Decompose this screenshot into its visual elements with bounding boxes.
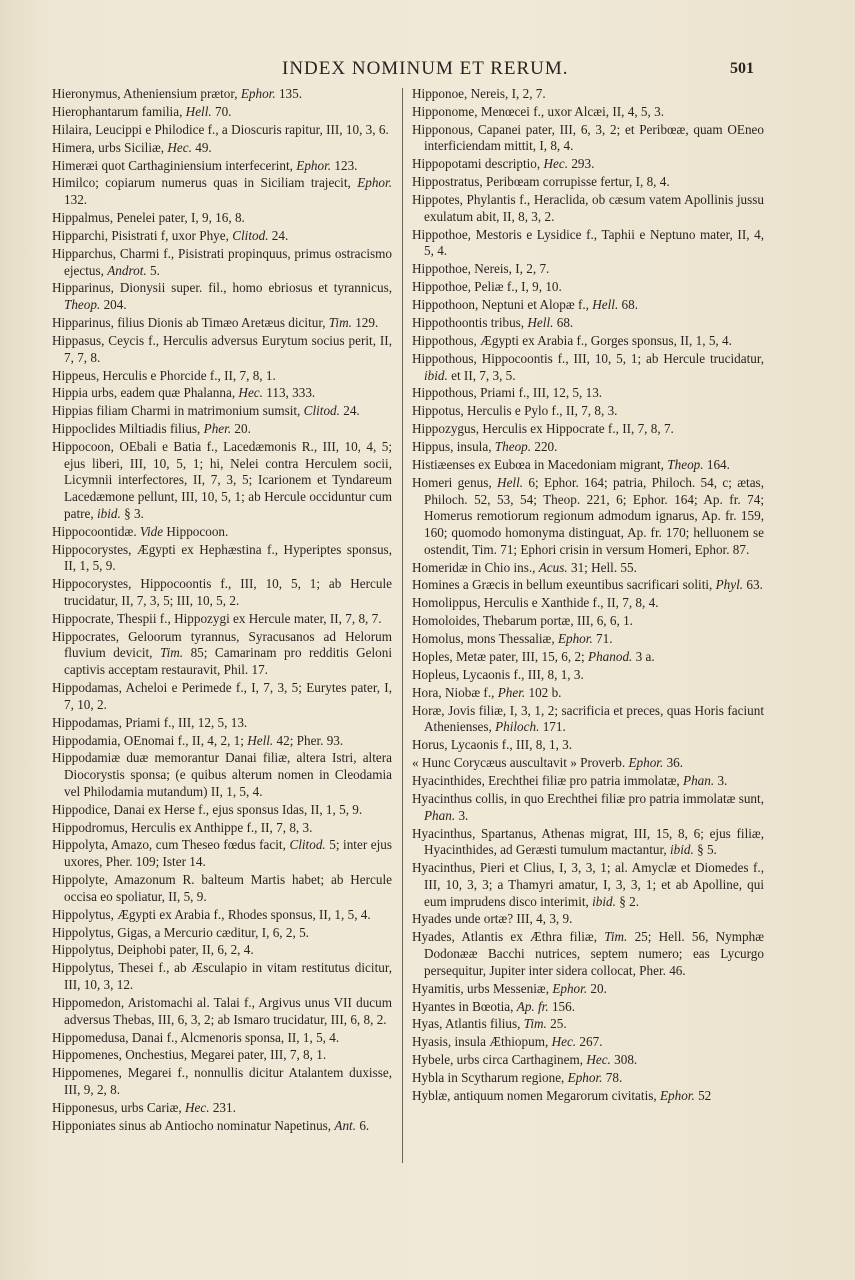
entry-text: Himilco; copiarum numerus quas in Siciliam trajecit,	[52, 175, 358, 191]
index-entry	[52, 524, 392, 541]
entry-text: « Hunc Corycæus auscultavit » Proverb.	[412, 755, 629, 771]
entry-source: Hell.	[497, 474, 524, 490]
index-entry	[52, 385, 392, 402]
entry-text: Hipponome, Menœcei f., uxor Alcæi, II, 4, 5, 3.	[412, 103, 664, 119]
entry-reference: 36.	[663, 755, 684, 771]
entry-source: Androt.	[107, 262, 147, 278]
entry-text: Hyasis, insula Æthiopum,	[412, 1034, 552, 1050]
entry-reference: § 3.	[120, 505, 144, 521]
entry-text: Hippalmus, Penelei pater, I, 9, 16, 8.	[52, 210, 245, 226]
index-entry	[52, 611, 392, 628]
index-entry	[52, 820, 392, 837]
entry-reference: 5; inter ejus uxores, Pher. 109; Ister 14.	[64, 837, 393, 870]
entry-reference: 129.	[351, 315, 379, 331]
entry-text: Hierophantarum familia,	[52, 103, 186, 119]
index-entry	[412, 86, 764, 103]
entry-text: Homolippus, Herculis e Xanthide f., II, 7, 8, 4.	[412, 595, 659, 611]
entry-text: Homines a Græcis in bellum exeuntibus sacrificari soliti,	[412, 577, 716, 593]
entry-text: Homoloides, Thebarum portæ, III, 6, 6, 1.	[412, 613, 633, 629]
entry-reference: 156.	[548, 998, 576, 1014]
index-entry	[52, 942, 392, 959]
entry-source: Vide	[139, 523, 164, 539]
entry-source: Theop.	[667, 456, 704, 472]
entry-reference: 25.	[546, 1016, 567, 1032]
entry-text: Hippus, insula,	[412, 439, 495, 455]
entry-reference: 113, 333.	[262, 385, 316, 401]
entry-text: Hippocorystes, Hippocoontis f., III, 10, 5, 1; ab Hercule trucidatur, II, 7, 3, 5; III, 10, 5, 2.	[52, 576, 392, 608]
entry-source: Theop.	[64, 297, 101, 313]
entry-source: Ephor.	[628, 755, 664, 771]
entry-text: Hyades, Atlantis ex Æthra filiæ,	[412, 929, 605, 945]
entry-source: Tim.	[604, 929, 628, 945]
entry-source: Hell.	[527, 315, 554, 331]
entry-text: Homeri genus,	[412, 474, 498, 490]
entry-reference: 71.	[592, 631, 613, 647]
entry-text: Hippolytus, Gigas, a Mercurio cæditur, I, 6, 2, 5.	[52, 924, 309, 940]
entry-reference: 20.	[587, 980, 607, 996]
entry-source: Hec.	[167, 139, 192, 155]
entry-text: Hyacinthus collis, in quo Erechthei filiæ pro patria immolatæ sunt,	[412, 790, 764, 806]
entry-reference: 135.	[275, 86, 303, 101]
entry-text: Hoples, Metæ pater, III, 15, 6, 2;	[412, 649, 589, 664]
index-entry	[52, 907, 392, 924]
index-entry	[412, 104, 764, 121]
entry-reference: 49.	[191, 139, 212, 155]
entry-text: Homeridæ in Chio ins.,	[412, 559, 539, 575]
index-entry	[412, 737, 764, 754]
index-entry	[52, 1118, 392, 1135]
index-entry	[52, 715, 392, 732]
entry-text: Hippocrates, Geloorum tyrannus, Syracusanos ad Helorum fluvium devicit,	[52, 628, 392, 661]
index-entry	[412, 860, 764, 910]
entry-text: Hyamitis, urbs Messeniæ,	[412, 980, 553, 996]
entry-source: Ephor.	[240, 86, 276, 101]
index-column-left	[52, 86, 392, 1136]
entry-text: Hippomedon, Aristomachi al. Talai f., Argivus unus VII ducum adversus Thebas, III, 6, 3, 2; ab Ismaro trucidatur, III, 6, 8, 2.	[52, 994, 392, 1027]
entry-reference: 267.	[576, 1034, 603, 1050]
entry-text: Hipponesus, urbs Cariæ,	[52, 1099, 185, 1115]
entry-text: Hipparchi, Pisistrati f, uxor Phye,	[52, 227, 233, 243]
index-entry	[52, 750, 392, 800]
index-entry	[52, 140, 392, 157]
index-entry	[52, 995, 392, 1028]
entry-text: Hippodamas, Acheloi e Perimede f., I, 7, 3, 5; Eurytes pater, I, 7, 10, 2.	[52, 680, 392, 712]
index-entry	[412, 826, 764, 859]
entry-text: Hippia urbs, eadem quæ Phalanna,	[52, 385, 239, 401]
entry-text: Hyas, Atlantis filius,	[412, 1016, 524, 1032]
entry-text: Hippothoe, Nereis, I, 2, 7.	[412, 261, 550, 277]
entry-reference: 3 a.	[632, 649, 655, 664]
entry-text: Hippoclides Miltiadis filius,	[52, 421, 204, 437]
entry-text: Hilaira, Leucippi e Philodice f., a Dioscuris rapitur, III, 10, 3, 6.	[52, 121, 389, 137]
entry-text: Hippolyta, Amazo, cum Theseo fœdus facit,	[52, 837, 290, 853]
entry-reference: 6.	[356, 1117, 370, 1133]
index-entry	[412, 999, 764, 1016]
entry-text: Hippocoon, OEbali e Batia f., Lacedæmonis R., III, 10, 4, 5; ejus liberi, III, 10, 5, 1; hi, Nelei contra Herculem socii, Licymnii interfectores, II, 7, 3, 5; Icarionem et Tyndareum Lacedæmone pellunt, III, 10, 5, 1; ab Hercule occiduntur cum patre,	[52, 439, 392, 521]
index-entry	[412, 560, 764, 577]
entry-source: Tim.	[328, 315, 352, 331]
entry-text: Hippomenes, Megarei f., nonnullis dicitur Atalantem duxisse, III, 9, 2, 8.	[52, 1065, 392, 1098]
entry-text: Hippostratus, Peribœam corrupisse fertur, I, 8, 4.	[412, 174, 670, 190]
index-entry	[52, 315, 392, 332]
entry-text: Hipparinus, Dionysii super. fil., homo ebriosus et tyrannicus,	[52, 280, 392, 296]
entry-text: Hippotus, Herculis e Pylo f., II, 7, 8, 3.	[412, 403, 618, 419]
index-entry	[52, 104, 392, 121]
index-entry	[52, 1030, 392, 1047]
entry-text: Hippomedusa, Danai f., Alcmenoris sponsa, II, 1, 5, 4.	[52, 1029, 340, 1045]
entry-text: Hipponous, Capanei pater, III, 6, 3, 2; et Peribœæ, quam OEneo interficiendam mittit, I, 8, 4.	[412, 121, 764, 154]
entry-source: Ephor.	[552, 980, 588, 996]
index-entry	[412, 122, 764, 155]
entry-source: Pher.	[203, 421, 232, 437]
index-entry	[412, 333, 764, 350]
entry-text: Hora, Niobæ f.,	[412, 684, 498, 700]
entry-source: Tim.	[159, 645, 184, 661]
entry-text: Hippolyte, Amazonum R. balteum Martis habet; ab Hercule occisa eo spoliatur, II, 5, 9.	[52, 872, 392, 904]
entry-source: Ap. fr.	[516, 998, 549, 1014]
index-entry	[412, 703, 764, 736]
entry-text: Hybele, urbs circa Carthaginem,	[412, 1052, 587, 1068]
index-entry	[52, 802, 392, 819]
index-entry	[412, 351, 764, 384]
entry-reference: 293.	[568, 156, 595, 172]
page-number: 501	[730, 60, 754, 77]
index-entry	[52, 280, 392, 313]
index-entry	[412, 773, 764, 790]
entry-text: Hyacinthus, Pieri et Clius, I, 3, 3, 1; al. Amyclæ et Diomedes f., III, 10, 3, 3; a Thamyri amatur, I, 3, 3, 1; et ab Apolline, qui eum imprudens disco interimit,	[412, 860, 764, 909]
entry-text: Hybla in Scytharum regione,	[412, 1070, 568, 1086]
index-entry	[52, 421, 392, 438]
index-entry	[412, 261, 764, 278]
entry-reference: § 5.	[693, 842, 717, 858]
index-entry	[412, 911, 764, 928]
entry-source: ibid.	[96, 505, 121, 521]
entry-source: Hec.	[184, 1099, 210, 1115]
entry-text: Hyacinthus, Spartanus, Athenas migrat, III, 15, 8, 6; ejus filiæ, Hyacinthides, ad Geræsti tumulum mactantur,	[412, 825, 764, 858]
entry-reference: 102 b.	[525, 684, 562, 700]
entry-source: Hell.	[247, 732, 274, 748]
index-entry	[52, 960, 392, 993]
entry-text: Hyblæ, antiquum nomen Megarorum civitatis,	[412, 1087, 660, 1103]
index-entry	[412, 1034, 764, 1051]
entry-text: Hippocrate, Thespii f., Hippozygi ex Hercule mater, II, 7, 8, 7.	[52, 610, 382, 626]
entry-reference: 24.	[339, 403, 360, 419]
running-title: INDEX NOMINUM ET RERUM.	[282, 58, 569, 79]
entry-source: ibid.	[592, 893, 616, 909]
index-entry	[412, 1016, 764, 1033]
index-entry	[52, 210, 392, 227]
index-entry	[412, 755, 764, 772]
entry-text: Himera, urbs Siciliæ,	[52, 139, 168, 155]
entry-reference: 42; Pher. 93.	[273, 732, 344, 748]
entry-source: Ephor.	[296, 157, 332, 173]
entry-text: Hippasus, Ceycis f., Herculis adversus Eurytum socius perit, II, 7, 7, 8.	[52, 332, 392, 365]
index-entry	[412, 981, 764, 998]
entry-text: Hippias filiam Charmi in matrimonium sumsit,	[52, 403, 304, 419]
index-entry	[412, 929, 764, 979]
entry-text: Hippothous, Priami f., III, 12, 5, 13.	[412, 385, 603, 401]
entry-reference: 231.	[209, 1099, 236, 1115]
entry-source: Ephor.	[659, 1087, 695, 1103]
entry-reference: 20.	[231, 421, 251, 437]
index-entry	[412, 156, 764, 173]
index-entry	[52, 158, 392, 175]
entry-reference: 78.	[602, 1070, 623, 1086]
entry-text: Hyantes in Bœotia,	[412, 998, 517, 1014]
column-divider	[402, 88, 403, 1163]
index-entry	[52, 1100, 392, 1117]
entry-reference: 171.	[539, 719, 566, 735]
index-entry	[52, 333, 392, 366]
entry-reference: 68.	[618, 297, 639, 313]
entry-text: Hippeus, Herculis e Phorcide f., II, 7, 8, 1.	[52, 367, 276, 383]
entry-source: Ephor.	[357, 175, 392, 191]
index-entry	[52, 368, 392, 385]
entry-reference: 3.	[455, 807, 469, 823]
index-entry	[52, 403, 392, 420]
index-entry	[52, 246, 392, 279]
index-entry	[412, 1070, 764, 1087]
entry-source: Ephor.	[567, 1070, 603, 1086]
entry-text: Hippozygus, Herculis ex Hippocrate f., II, 7, 8, 7.	[412, 421, 674, 437]
entry-text: Histiæenses ex Eubœa in Macedoniam migrant,	[412, 456, 668, 472]
entry-reference: 70.	[211, 103, 232, 119]
index-entry	[412, 403, 764, 420]
entry-text: Hippothoe, Mestoris e Lysidice f., Taphii e Neptuno mater, II, 4, 5, 4.	[412, 226, 764, 259]
entry-source: Hec.	[551, 1034, 577, 1050]
entry-reference: 220.	[531, 439, 558, 455]
index-entry	[52, 175, 392, 208]
index-entry	[52, 576, 392, 609]
index-entry	[412, 649, 764, 666]
entry-source: Phan.	[683, 773, 715, 789]
entry-text: Hippodamia, OEnomai f., II, 4, 2, 1;	[52, 732, 248, 748]
index-entry	[412, 475, 764, 559]
entry-reference: 6; Ephor. 164; patria, Philoch. 54, c; ætas, Philoch. 52, 53, 54; Theop. 221, 6; Ephor. 164; Ap. fr. 74; Homerus remotiorum regionum admodum ignarus, Ap. fr. 159, 160; quomodo homonyma distinguat, Ap. fr. 170; helluonem se ostendit, Tim. 71; Ephori crisin in versum Homeri, Ephor. 87.	[424, 474, 764, 557]
index-entry	[412, 613, 764, 630]
entry-source: Hec.	[238, 385, 263, 401]
entry-reference: 31; Hell. 55.	[567, 559, 637, 575]
index-entry	[412, 192, 764, 225]
entry-text: Hippothoe, Peliæ f., I, 9, 10.	[412, 279, 562, 295]
entry-source: Phan.	[424, 807, 456, 823]
index-entry	[412, 1052, 764, 1069]
entry-text: Hipparchus, Charmi f., Pisistrati propinquus, primus ostracismo ejectus,	[52, 245, 392, 278]
index-entry	[412, 439, 764, 456]
index-entry	[52, 542, 392, 575]
entry-reference: 204.	[100, 297, 127, 313]
entry-text: Hippomenes, Onchestius, Megarei pater, III, 7, 8, 1.	[52, 1047, 327, 1063]
entry-source: ibid.	[669, 842, 694, 858]
entry-text: Hippocoontidæ.	[52, 523, 140, 539]
index-entry	[52, 925, 392, 942]
entry-source: Hec.	[586, 1052, 611, 1068]
entry-text: Himeræi quot Carthaginiensium interfecerint,	[52, 157, 297, 173]
index-entry	[412, 685, 764, 702]
index-entry	[52, 228, 392, 245]
index-entry	[412, 227, 764, 260]
entry-source: Ant.	[334, 1117, 357, 1133]
entry-text: Hipponiates sinus ab Antiocho nominatur Napetinus,	[52, 1117, 335, 1133]
entry-text: Hippothous, Hippocoontis f., III, 10, 5, 1; ab Hercule trucidatur,	[412, 350, 764, 366]
index-column-right	[412, 86, 764, 1106]
entry-reference: 25; Hell. 56, Nymphæ Dodonææ Bacchi nutrices, septem numero; eas Lycurgo persequitur, Jupiter inter sidera collocat, Pher. 46.	[424, 929, 764, 978]
entry-text: Hipparinus, filius Dionis ab Timæo Aretæus dicitur,	[52, 315, 329, 331]
entry-text: Hippopotami descriptio,	[412, 156, 544, 172]
entry-source: Hell.	[185, 103, 212, 119]
index-entry	[52, 733, 392, 750]
entry-source: Clitod.	[303, 403, 340, 419]
index-entry	[412, 315, 764, 332]
entry-text: Hippothoontis tribus,	[412, 315, 528, 331]
entry-text: Hipponoe, Nereis, I, 2, 7.	[412, 86, 546, 101]
index-entry	[52, 872, 392, 905]
entry-source: Theop.	[494, 439, 532, 455]
entry-text: Hippodamas, Priami f., III, 12, 5, 13.	[52, 714, 248, 730]
index-entry	[52, 680, 392, 713]
index-entry	[412, 667, 764, 684]
entry-source: Clitod.	[232, 227, 269, 243]
entry-source: Tim.	[523, 1016, 547, 1032]
entry-text: Hyades unde ortæ? III, 4, 3, 9.	[412, 911, 573, 927]
index-entry	[412, 577, 764, 594]
page-header	[0, 58, 855, 86]
entry-text: Hippothous, Ægypti ex Arabia f., Gorges sponsus, II, 1, 5, 4.	[412, 332, 732, 348]
entry-source: Pher.	[497, 684, 526, 700]
entry-source: Clitod.	[289, 837, 326, 853]
entry-source: Philoch.	[495, 719, 540, 735]
entry-text: Hippodamiæ duæ memorantur Danai filiæ, altera Istri, altera Diocorystis sponsa; (e quibus alterum nomen in Cleodamia vel Philodamia mutandum) II, 1, 5, 4.	[52, 750, 392, 799]
entry-text: Hippotes, Phylantis f., Heraclida, ob cæsum vatem Apollinis jussu exulatum abit, II, 8, 3, 2.	[412, 192, 764, 224]
entry-text: Hyacinthides, Erechthei filiæ pro patria immolatæ,	[412, 773, 684, 789]
entry-reference: 85; Camarinam pro redditis Geloni captivis acceptam restauravit, Phil. 17.	[64, 645, 392, 678]
index-entry	[412, 385, 764, 402]
entry-source: Phanod.	[588, 649, 633, 664]
entry-reference: 24.	[268, 227, 289, 243]
index-entry	[412, 297, 764, 314]
entry-text: Hippothoon, Neptuni et Alopæ f.,	[412, 297, 593, 313]
index-entry	[52, 629, 392, 679]
index-entry	[412, 279, 764, 296]
entry-text: Horus, Lycaonis f., III, 8, 1, 3.	[412, 737, 573, 753]
entry-source: Acus.	[538, 559, 568, 575]
entry-source: Phyl.	[715, 577, 744, 593]
entry-reference: 164.	[703, 456, 730, 472]
index-entry	[412, 631, 764, 648]
entry-reference: 123.	[331, 157, 358, 173]
index-entry	[412, 1088, 764, 1105]
entry-text: Hippodromus, Herculis ex Anthippe f., II, 7, 8, 3.	[52, 819, 313, 835]
entry-reference: 52	[694, 1087, 712, 1103]
entry-source: ibid.	[424, 367, 448, 383]
entry-reference: 308.	[610, 1052, 638, 1068]
index-entry	[412, 421, 764, 438]
entry-reference: § 2.	[615, 893, 640, 909]
index-entry	[412, 457, 764, 474]
entry-text: Hippolytus, Deiphobi pater, II, 6, 2, 4.	[52, 942, 254, 958]
index-entry	[412, 595, 764, 612]
entry-reference: 3.	[714, 773, 728, 789]
entry-text: Hippodice, Danai ex Herse f., ejus sponsus Idas, II, 1, 5, 9.	[52, 801, 363, 817]
index-entry	[52, 86, 392, 103]
entry-text: Hieronymus, Atheniensium prætor,	[52, 86, 241, 101]
entry-source: Ephor.	[557, 631, 593, 647]
entry-reference: 68.	[553, 315, 574, 331]
index-entry	[52, 439, 392, 523]
entry-source: Hell.	[592, 297, 619, 313]
entry-text: Hopleus, Lycaonis f., III, 8, 1, 3.	[412, 666, 584, 682]
entry-text: Hippocorystes, Ægypti ex Hephæstina f., Hyperiptes sponsus, II, 1, 5, 9.	[52, 541, 392, 574]
index-entry	[52, 1047, 392, 1064]
entry-reference: Hippocoon.	[163, 523, 229, 539]
entry-text: Horæ, Jovis filiæ, I, 3, 1, 2; sacrificia et preces, quas Horis faciunt Athenienses,	[412, 702, 764, 735]
entry-reference: et II, 7, 3, 5.	[447, 367, 516, 383]
entry-text: Homolus, mons Thessaliæ,	[412, 631, 558, 647]
index-entry	[52, 1065, 392, 1098]
entry-reference: 5.	[146, 262, 160, 278]
entry-reference: 63.	[743, 577, 763, 593]
index-entry	[52, 122, 392, 139]
entry-reference: 132.	[64, 192, 88, 208]
entry-text: Hippolytus, Ægypti ex Arabia f., Rhodes sponsus, II, 1, 5, 4.	[52, 906, 371, 922]
index-entry	[412, 174, 764, 191]
entry-text: Hippolytus, Thesei f., ab Æsculapio in vitam restitutus dicitur, III, 10, 3, 12.	[52, 960, 392, 993]
index-entry	[52, 837, 392, 870]
entry-source: Hec.	[543, 156, 569, 172]
index-entry	[412, 791, 764, 824]
